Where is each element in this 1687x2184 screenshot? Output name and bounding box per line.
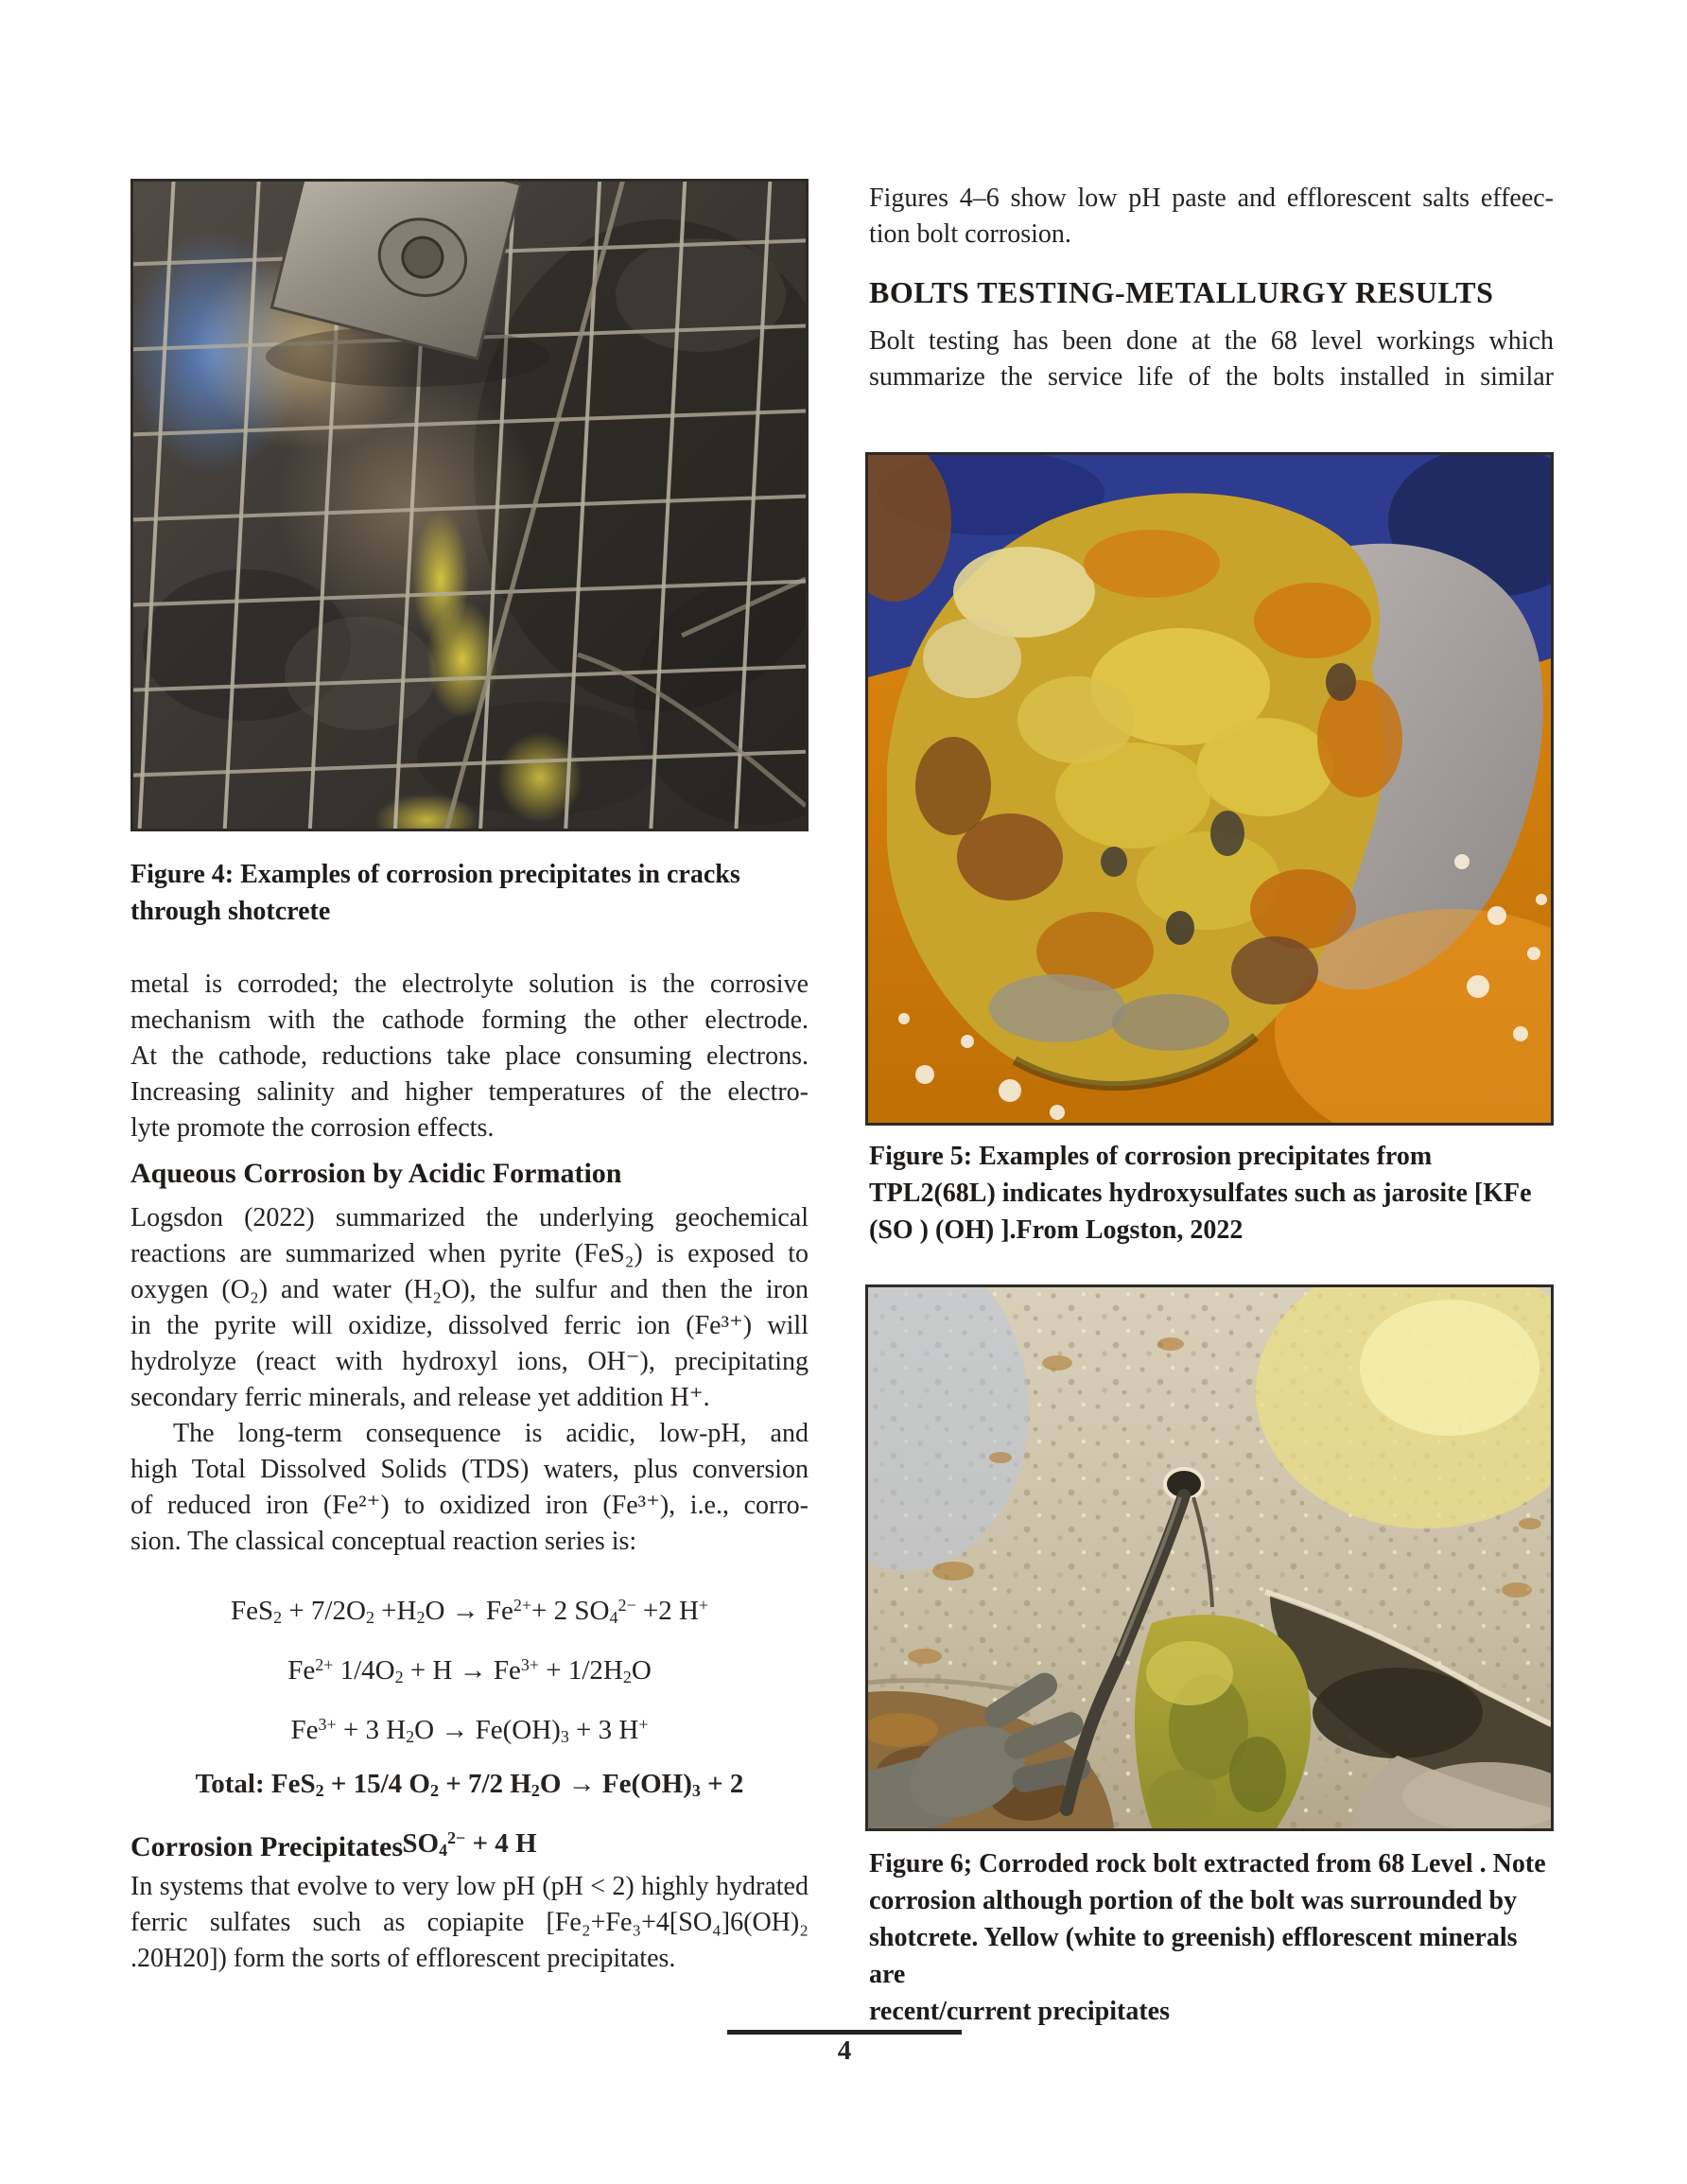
figure6-caption: Figure 6; Corroded rock bolt extracted from 68 Level . Note corrosion although portion of the bolt was surrounded by shotcrete. Yellow (white to greenish) efflorescent minerals are recent/current precipitates	[869, 1849, 1546, 2026]
paragraph-systems: In systems that evolve to very low pH (pH < 2) highly hydrated ferric sulfates such as copiapite [Fe₂+Fe₃+4[SO₄]6(OH)₂ .20H20]) form the sorts of efflorescent precipitates.	[130, 1872, 809, 1973]
footer-rule	[727, 2030, 962, 2035]
paragraph-figures-4-6: Figures 4–6 show low pH paste and efflorescent salts effeec- tion bolt corrosion.	[869, 183, 1554, 249]
figure5-photo-art	[868, 455, 1551, 1123]
figure4-photo	[130, 179, 809, 831]
reaction-equations: $FeS_2 + 7/2O_2 +H_2O \to Fe^{2+}+ 2$ $SO_4^{2-} +2$ H+ $Fe^{2+}$ $1/4O_2 + H \to Fe^{3+} + 1/2H_2O$ $Fe^{3+} + 3$ $H_2O \to Fe(OH)_3 + 3$ H+ Total: FeS$_2$ + 15/4 $O_2 + 7/2$ $H_2O \to Fe(OH)_3 + 2$ $SO_4^{2-} + 4$ H	[195, 1595, 744, 1860]
figure4-photo-art	[133, 182, 806, 829]
heading-aqueous-corrosion: Aqueous Corrosion by Acidic Formation	[130, 1158, 622, 1189]
figure5-caption: Figure 5: Examples of corrosion precipitates from TPL2(68L) indicates hydroxysulfates such as jarosite [KFe (SO ) (OH) ].From Logston, 2022	[869, 1142, 1532, 1245]
figure6-photo	[865, 1284, 1554, 1831]
page-number: 4	[837, 2035, 852, 2066]
paragraph-bolt-testing: Bolt testing has been done at the 68 level workings which summarize the service life of the bolts installed in similar	[869, 326, 1554, 392]
paragraph-corroded: metal is corroded; the electrolyte solution is the corrosive mechanism with the cathode forming the other electrode. At the cathode, reductions take place consuming electrons. Increasing salinity and higher temperatures of the electro- lyte promote the corrosion effects.	[130, 970, 809, 1143]
figure5-photo	[865, 452, 1554, 1126]
heading-bolts-testing: BOLTS TESTING-METALLURGY RESULTS	[869, 275, 1494, 309]
paragraph-longterm: The long-term consequence is acidic, low-pH, and high Total Dissolved Solids (TDS) waters, plus conversion of reduced iron (Fe²⁺) to oxidized iron (Fe³⁺), i.e., corro- sion. The classical conceptual reaction series is:	[130, 1419, 809, 1556]
paragraph-logsdon: Logsdon (2022) summarized the underlying geochemical reactions are summarized when pyrite (FeS₂) is exposed to oxygen (O₂) and water (H₂O), the sulfur and then the iron in the pyrite will oxidize, dissolved ferric ion (Fe³⁺) will hydrolyze (react with hydroxyl ions, OH⁻), precipitating secondary ferric minerals, and release yet addition H⁺.	[130, 1203, 809, 1412]
figure4-caption: Figure 4: Examples of corrosion precipitates in cracks through shotcrete	[130, 860, 740, 926]
figure6-photo-art	[868, 1287, 1551, 1828]
heading-corrosion-precipitates: Corrosion Precipitates	[130, 1831, 404, 1862]
